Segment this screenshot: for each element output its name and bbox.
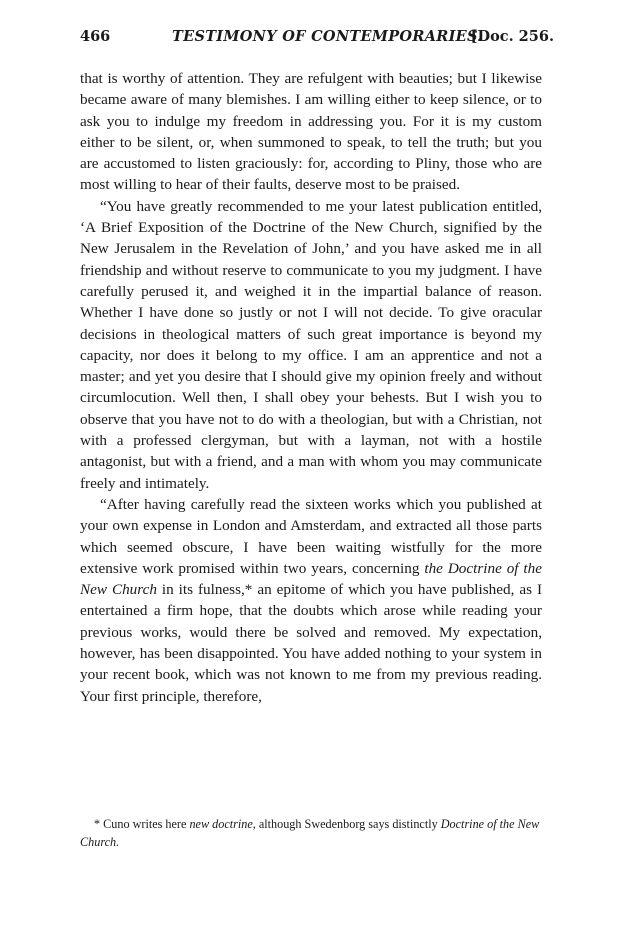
paragraph-text-end: in its fulness,* an epitome of which you have published, as I entertained a firm hope, that the doubts which arose while reading your previous works, would there be solved and removed. My expectation, however, has been disappointed. You have added nothing to your system in your recent book, which was not known to me from my previous reading. Your first principle, therefore, bbox=[80, 581, 542, 705]
running-title: TESTIMONY OF CONTEMPORARIES. bbox=[172, 28, 483, 45]
main-text bbox=[80, 68, 542, 707]
italic-book-title: the Doctrine of the New Church bbox=[80, 559, 542, 599]
footnote-text bbox=[80, 815, 542, 851]
footnote-middle-text: although Swedenborg says distinctly bbox=[255, 817, 441, 831]
footnote-marker-text: * Cuno writes here bbox=[94, 817, 190, 831]
paragraph-sixteen-works bbox=[80, 494, 542, 707]
footnote-italic-doctrine-title: Doctrine of the New Church. bbox=[80, 817, 540, 849]
page-number: 466 bbox=[80, 28, 111, 45]
running-header bbox=[80, 28, 554, 50]
paragraph-continuation: that is worthy of attention. They are refulgent with beauties; but I likewise became aware of many blemishes. I am willing either to keep silence, or to ask you to indulge my freedom in addressing you. For it is my custom either to be silent, or, when summoned to speak, to tell the truth; but you are accustomed to listen graciously: for, according to Pliny, those who are most willing to hear of their faults, deserve most to be praised. bbox=[80, 70, 542, 194]
footnote bbox=[80, 815, 542, 851]
paragraph-text-start: “After having carefully read the sixteen works which you published at your own expense in London and Amsterdam, and extracted all those parts which seemed obscure, I have been waiting wistfully for the more extensive work promised within two years, concerning bbox=[80, 495, 542, 577]
footnote-italic-new-doctrine: new doctrine, bbox=[189, 817, 256, 831]
paragraph-brief-exposition: “You have greatly recommended to me your latest publication entitled, ‘A Brief Exposition of the Doctrine of the New Church, signified by the New Jerusalem in the Revelation of John,’ and you have asked me in all friendship and without reserve to communicate to you my judgment. I have carefully perused it, and weighed it in the impartial balance of reason. Whether I have done so justly or not I will not decide. To give oracular decisions in theological matters of such great importance is beyond my capacity, nor does it belong to my office. I am an apprentice and not a master; and yet you desire that I should give my opinion freely and without circumlocution. Well then, I shall obey your behests. But I wish you to observe that you have not to do with a theologian, but with a Christian, not with a professed clergyman, but with a layman, not with a hostile antagonist, but with a friend, and a man with whom you may communicate freely and intimately. bbox=[80, 197, 542, 492]
document-reference: [Doc. 256. bbox=[470, 28, 554, 45]
